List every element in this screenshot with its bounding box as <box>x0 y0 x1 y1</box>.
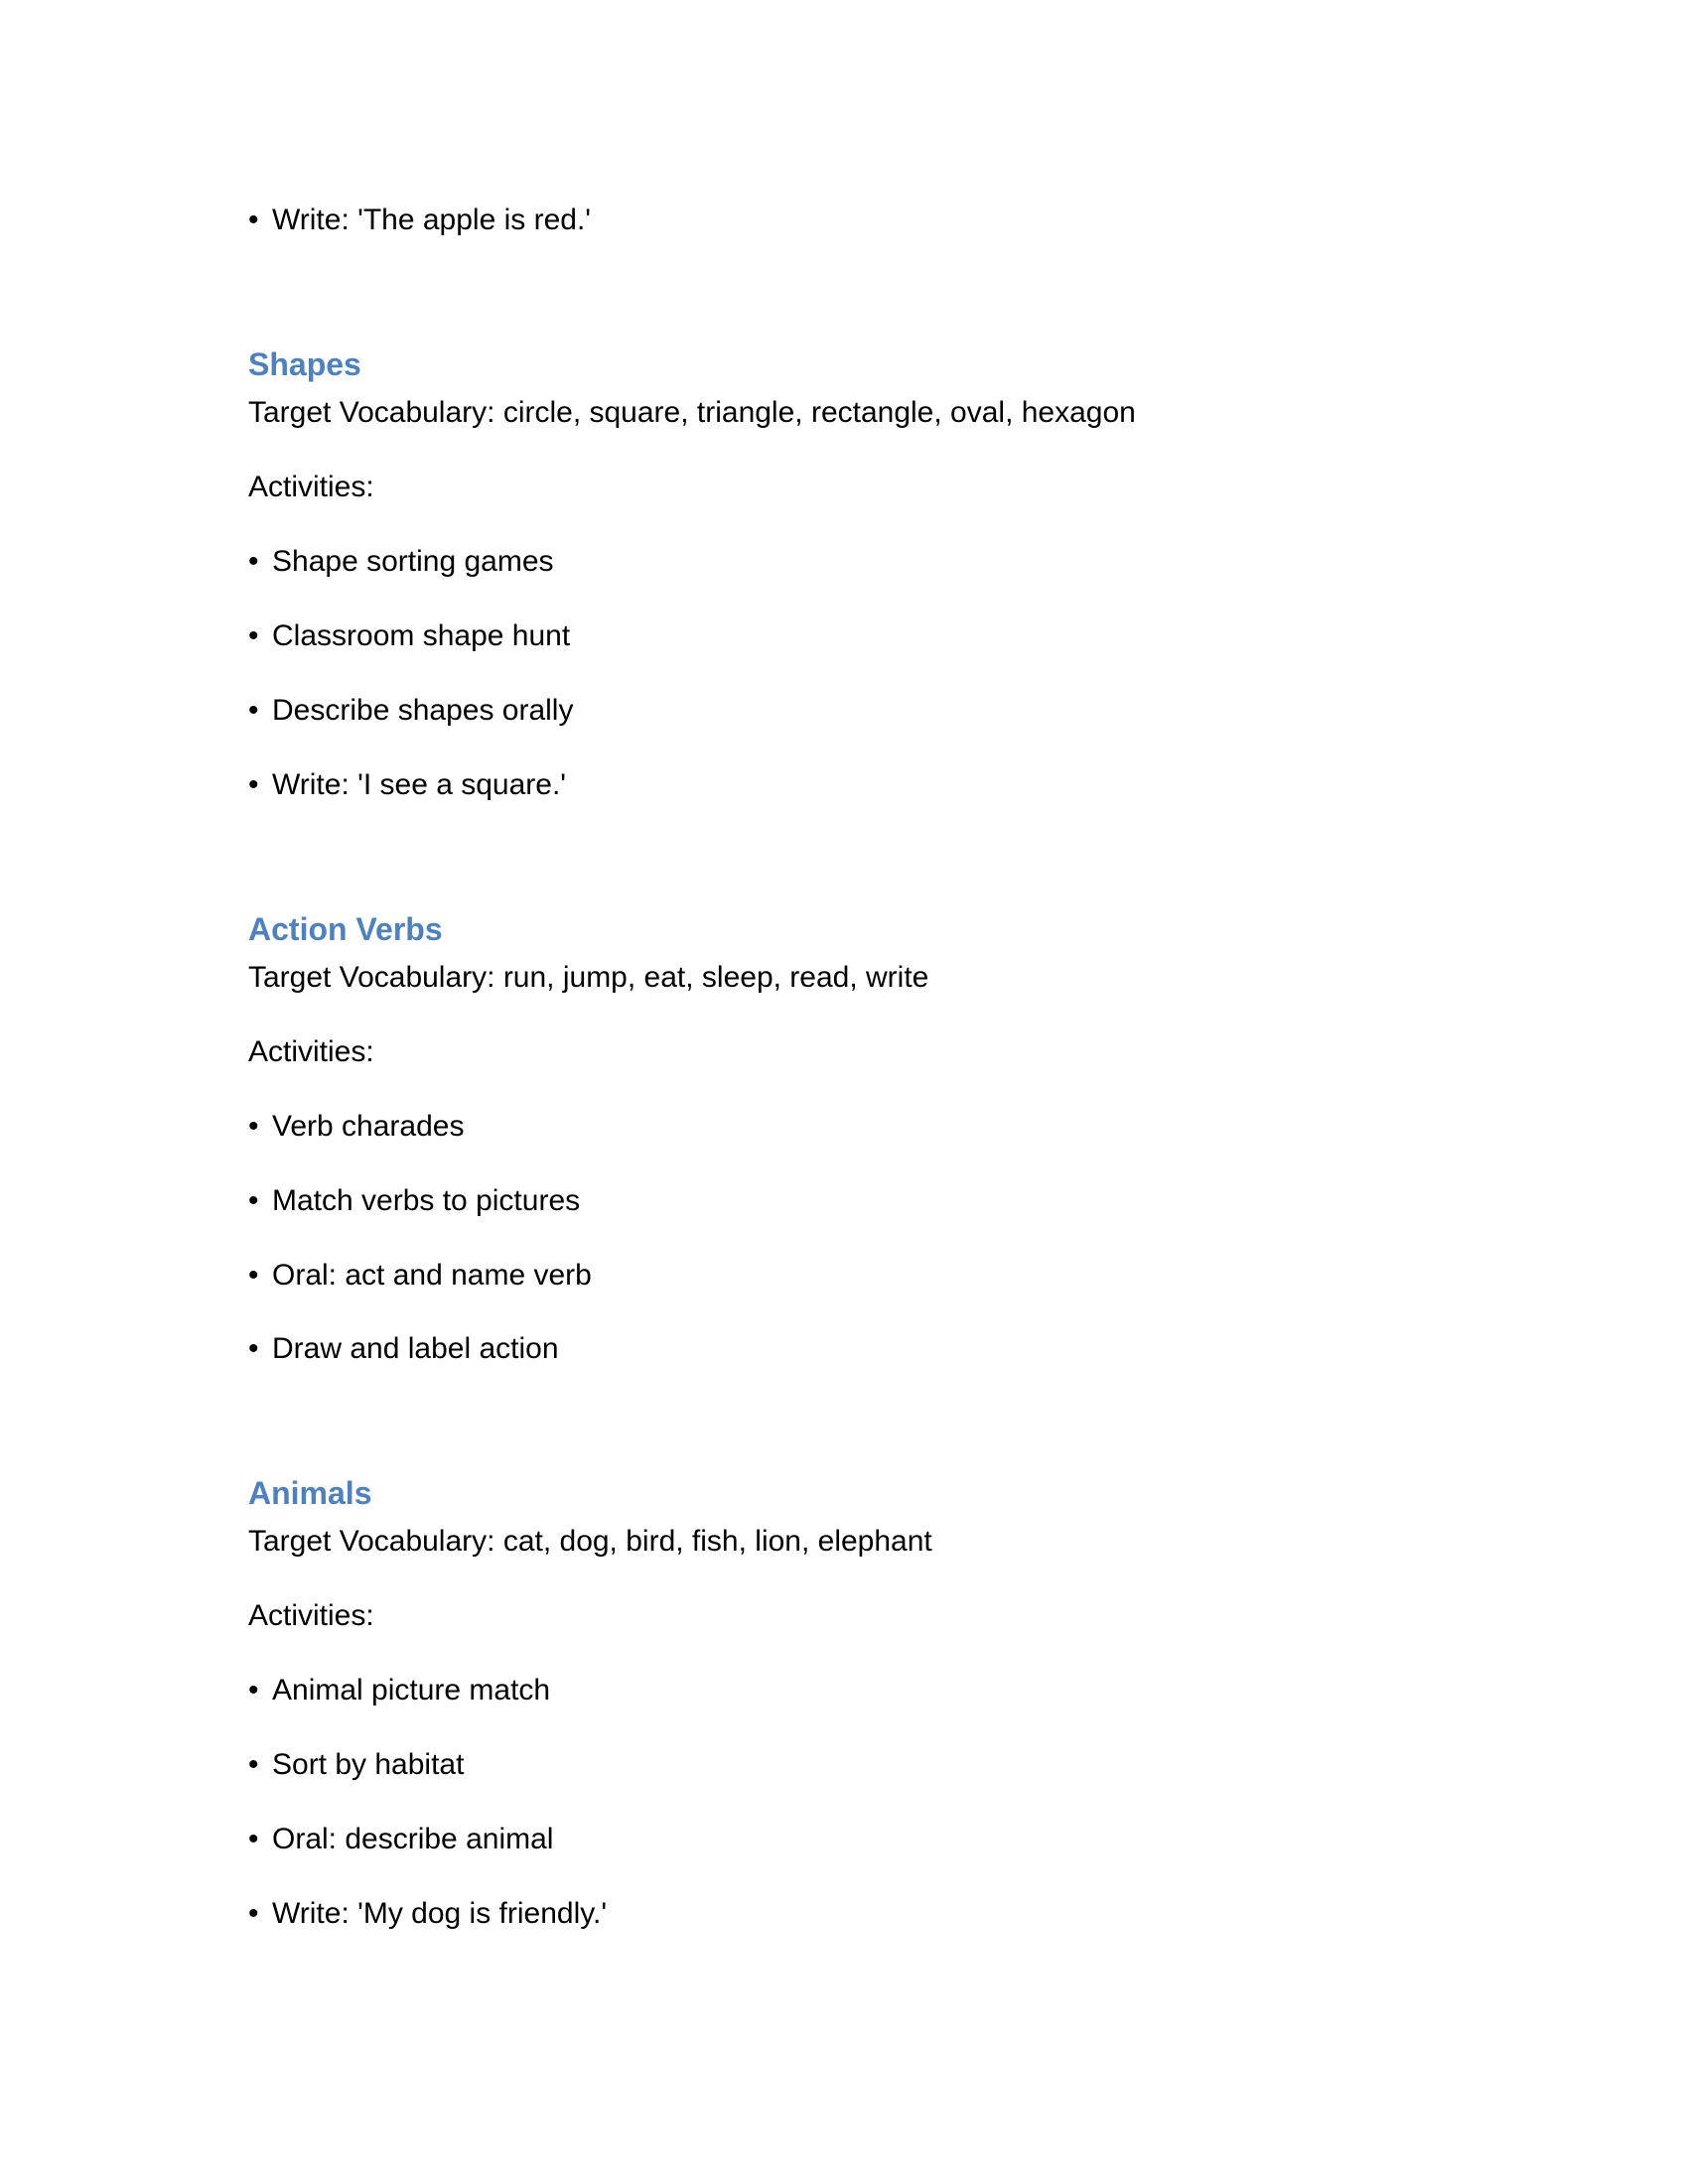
activities-label: Activities: <box>248 471 374 503</box>
bullet-icon: • <box>248 694 259 727</box>
bullet-text: Shape sorting games <box>272 545 554 578</box>
activities-label: Activities: <box>248 1035 374 1068</box>
bullet-text: Classroom shape hunt <box>272 619 571 652</box>
activity-bullet <box>248 616 570 656</box>
bullet-icon: • <box>248 1259 259 1292</box>
activity-bullet <box>248 1894 607 1934</box>
activity-bullet <box>248 542 554 582</box>
bullet-icon: • <box>248 204 259 236</box>
activity-bullet <box>248 765 566 805</box>
bullet-icon: • <box>248 1823 259 1855</box>
bullet-text: Match verbs to pictures <box>272 1184 581 1217</box>
bullet-text: Describe shapes orally <box>272 694 574 727</box>
bullet-text: Sort by habitat <box>272 1748 465 1781</box>
bullet-icon: • <box>248 1184 259 1217</box>
bullet-text: Oral: describe animal <box>272 1823 554 1855</box>
activity-bullet <box>248 1107 464 1147</box>
bullet-icon: • <box>248 1748 259 1781</box>
bullet-text: Write: 'My dog is friendly.' <box>272 1897 608 1930</box>
bullet-text: Animal picture match <box>272 1674 551 1706</box>
bullet-icon: • <box>248 1332 259 1365</box>
activity-bullet <box>248 1820 553 1859</box>
bullet-icon: • <box>248 1674 259 1706</box>
target-vocabulary: Target Vocabulary: run, jump, eat, sleep, read, write <box>248 961 929 994</box>
bullet-text: Draw and label action <box>272 1332 559 1365</box>
activity-bullet <box>248 1181 580 1221</box>
bullet-text: Oral: act and name verb <box>272 1259 592 1292</box>
activity-bullet <box>248 1256 592 1296</box>
bullet-icon: • <box>248 619 259 652</box>
activities-label: Activities: <box>248 1599 374 1632</box>
activity-bullet <box>248 691 573 731</box>
bullet-text: Write: 'I see a square.' <box>272 768 567 801</box>
bullet-icon: • <box>248 1110 259 1143</box>
section-heading-action-verbs: Action Verbs <box>248 911 443 947</box>
bullet-icon: • <box>248 768 259 801</box>
target-vocabulary: Target Vocabulary: cat, dog, bird, fish, lion, elephant <box>248 1525 932 1558</box>
section-heading-shapes: Shapes <box>248 346 361 382</box>
intro-bullet-item <box>248 201 591 240</box>
bullet-text: Write: 'The apple is red.' <box>272 204 592 236</box>
bullet-icon: • <box>248 1897 259 1930</box>
bullet-text: Verb charades <box>272 1110 465 1143</box>
bullet-icon: • <box>248 545 259 578</box>
activity-bullet <box>248 1745 464 1785</box>
activity-bullet <box>248 1329 559 1369</box>
activity-bullet <box>248 1671 550 1710</box>
section-heading-animals: Animals <box>248 1475 372 1511</box>
target-vocabulary: Target Vocabulary: circle, square, triangle, rectangle, oval, hexagon <box>248 396 1136 429</box>
